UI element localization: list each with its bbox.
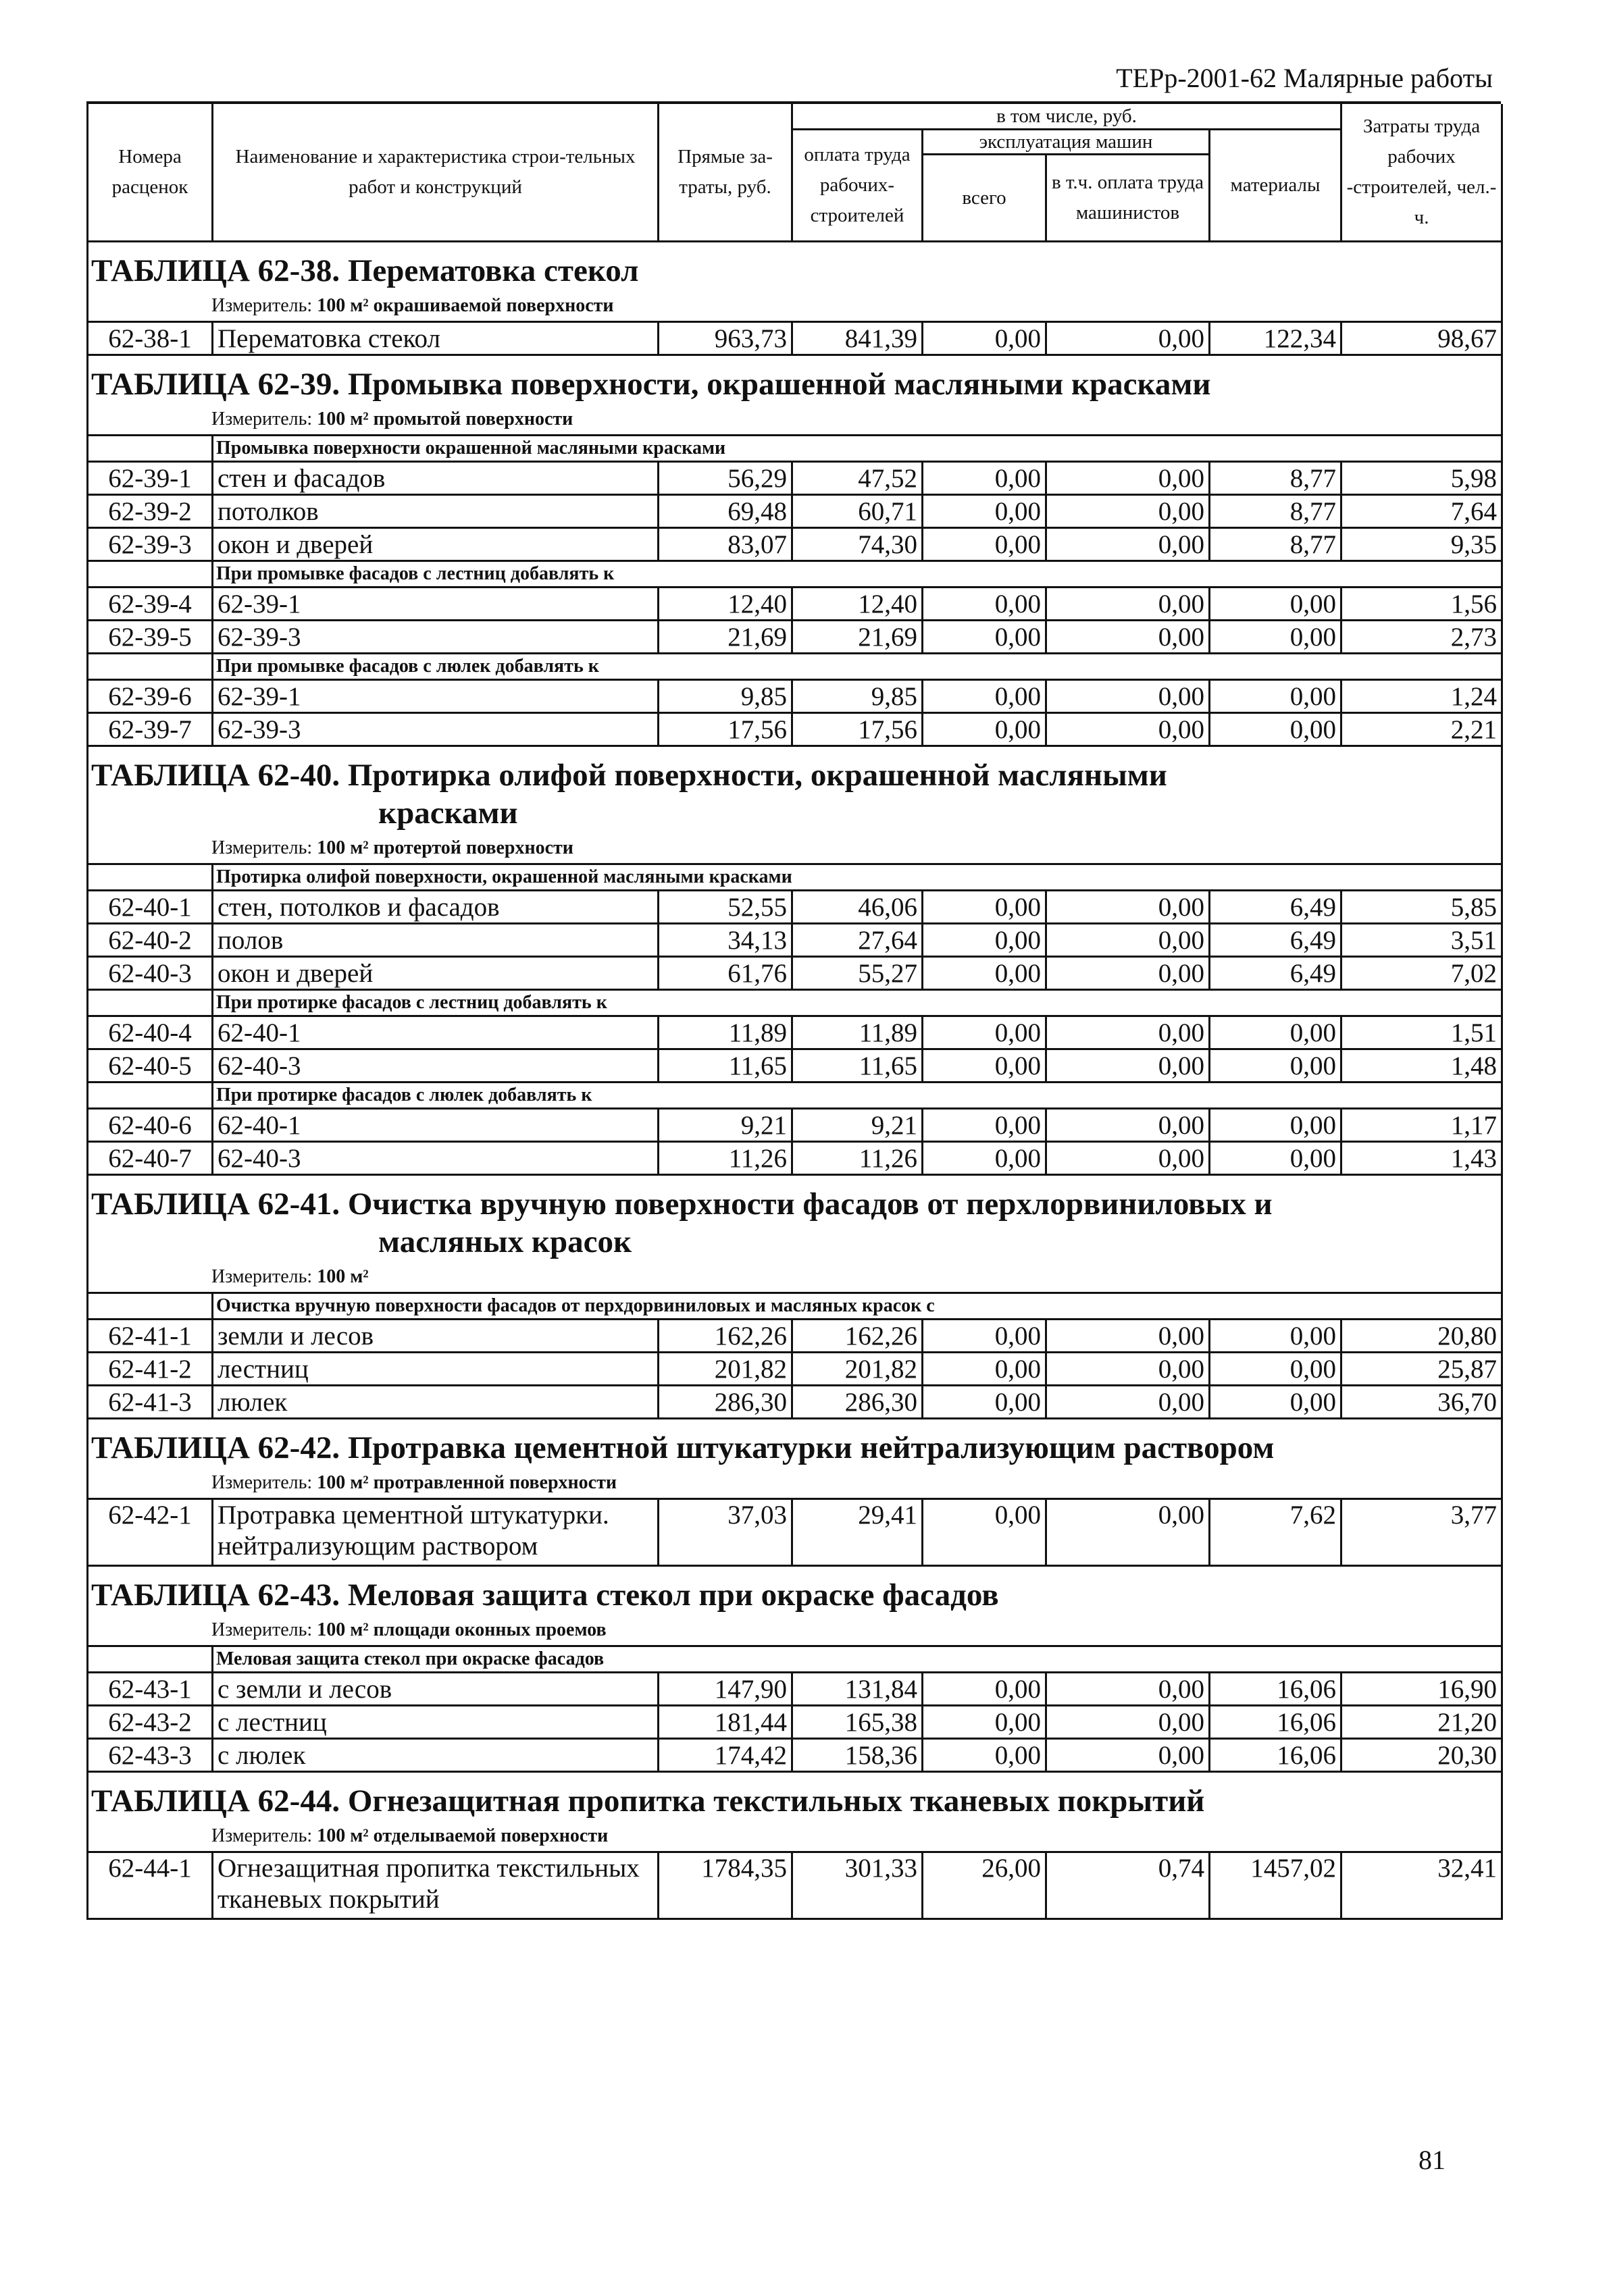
row-machines-wage: 0,00 — [1046, 1706, 1210, 1739]
row-wage: 12,40 — [792, 588, 923, 621]
table-section-title — [88, 355, 1502, 436]
row-labor: 98,67 — [1341, 322, 1502, 355]
table-row — [88, 322, 1502, 355]
section-title — [88, 1773, 1501, 1823]
row-direct: 963,73 — [659, 322, 792, 355]
row-direct: 83,07 — [659, 528, 792, 561]
section-unit — [88, 406, 1501, 434]
row-direct: 9,21 — [659, 1109, 792, 1142]
row-code: 62-39-7 — [88, 713, 213, 746]
row-name: стен и фасадов — [213, 462, 659, 495]
row-machines-total: 0,00 — [923, 1353, 1046, 1386]
header-machines-total: всего — [923, 155, 1046, 242]
row-name: 62-40-3 — [213, 1049, 659, 1082]
subheading-spacer — [88, 1646, 213, 1673]
row-code: 62-44-1 — [88, 1852, 213, 1919]
row-code: 62-40-4 — [88, 1016, 213, 1049]
subheading-spacer — [88, 436, 213, 462]
subheading-spacer — [88, 1293, 213, 1320]
section-title — [88, 1176, 1501, 1263]
row-wage: 11,89 — [792, 1016, 923, 1049]
row-machines-total: 0,00 — [923, 1386, 1046, 1419]
table-row — [88, 1109, 1502, 1142]
subheading-row — [88, 436, 1502, 462]
section-heading — [88, 1419, 1502, 1499]
row-direct: 162,26 — [659, 1320, 792, 1353]
row-machines-total: 0,00 — [923, 1320, 1046, 1353]
table-row — [88, 1673, 1502, 1706]
row-direct: 69,48 — [659, 495, 792, 528]
table-row — [88, 957, 1502, 990]
row-wage: 9,21 — [792, 1109, 923, 1142]
subheading-text: При протирке фасадов с люлек добавлять к — [213, 1082, 1502, 1109]
table-row — [88, 1852, 1502, 1919]
header-labor: Затраты труда рабочих -строителей, чел.-ч. — [1341, 104, 1502, 242]
row-machines-total: 0,00 — [923, 1049, 1046, 1082]
row-machines-total: 0,00 — [923, 322, 1046, 355]
row-machines-wage: 0,00 — [1046, 462, 1210, 495]
row-materials: 6,49 — [1210, 891, 1341, 924]
row-machines-wage: 0,00 — [1046, 1353, 1210, 1386]
subheading-text: Меловая защита стекол при окраске фасадов — [213, 1646, 1502, 1673]
section-heading — [88, 1175, 1502, 1293]
row-materials: 1457,02 — [1210, 1852, 1341, 1919]
section-title — [88, 242, 1501, 292]
row-name: Протравка цементной штукатурки. нейтрализующим раствором — [213, 1499, 659, 1566]
unit-label: Измеритель: — [211, 1472, 313, 1493]
row-name: 62-39-1 — [213, 588, 659, 621]
row-machines-total: 26,00 — [923, 1852, 1046, 1919]
row-materials: 0,00 — [1210, 1386, 1341, 1419]
table-row — [88, 1049, 1502, 1082]
row-machines-wage: 0,00 — [1046, 1499, 1210, 1566]
row-code: 62-39-3 — [88, 528, 213, 561]
row-direct: 37,03 — [659, 1499, 792, 1566]
section-title-continuation: масляных красок — [378, 1224, 632, 1259]
row-code: 62-39-1 — [88, 462, 213, 495]
table-row — [88, 1739, 1502, 1772]
table-row — [88, 1320, 1502, 1353]
row-code: 62-39-2 — [88, 495, 213, 528]
row-machines-wage: 0,00 — [1046, 588, 1210, 621]
row-labor: 21,20 — [1341, 1706, 1502, 1739]
rates-table — [86, 104, 1503, 1920]
row-machines-wage: 0,00 — [1046, 1673, 1210, 1706]
row-code: 62-40-7 — [88, 1142, 213, 1175]
row-direct: 52,55 — [659, 891, 792, 924]
row-direct: 11,89 — [659, 1016, 792, 1049]
section-title-text: ТАБЛИЦА 62-43. Меловая защита стекол при окраске фасадов — [91, 1577, 999, 1613]
section-title-continuation: красками — [378, 795, 518, 831]
row-materials: 122,34 — [1210, 322, 1341, 355]
row-materials: 8,77 — [1210, 495, 1341, 528]
row-machines-total: 0,00 — [923, 713, 1046, 746]
unit-label: Измеритель: — [211, 1266, 313, 1287]
subheading-text: Промывка поверхности окрашенной масляными красками — [213, 436, 1502, 462]
table-row — [88, 1706, 1502, 1739]
row-wage: 74,30 — [792, 528, 923, 561]
subheading-row — [88, 654, 1502, 680]
section-unit — [88, 1823, 1501, 1851]
section-title-text: ТАБЛИЦА 62-39. Промывка поверхности, окрашенной масляными красками — [91, 367, 1211, 402]
table-section-title — [88, 1772, 1502, 1852]
section-heading — [88, 1772, 1502, 1852]
table-row — [88, 621, 1502, 654]
row-direct: 21,69 — [659, 621, 792, 654]
row-name: 62-39-3 — [213, 621, 659, 654]
row-machines-total: 0,00 — [923, 1499, 1046, 1566]
unit-value: 100 м² площади оконных проемов — [317, 1619, 607, 1640]
row-direct: 286,30 — [659, 1386, 792, 1419]
row-wage: 158,36 — [792, 1739, 923, 1772]
row-materials: 0,00 — [1210, 1016, 1341, 1049]
table-row — [88, 680, 1502, 713]
row-name: с люлек — [213, 1739, 659, 1772]
row-direct: 1784,35 — [659, 1852, 792, 1919]
row-labor: 1,43 — [1341, 1142, 1502, 1175]
row-wage: 17,56 — [792, 713, 923, 746]
row-code: 62-43-2 — [88, 1706, 213, 1739]
row-name: 62-40-1 — [213, 1016, 659, 1049]
row-machines-wage: 0,00 — [1046, 713, 1210, 746]
row-materials: 0,00 — [1210, 588, 1341, 621]
row-wage: 201,82 — [792, 1353, 923, 1386]
row-code: 62-39-6 — [88, 680, 213, 713]
row-machines-total: 0,00 — [923, 462, 1046, 495]
running-head: ТЕРр-2001-62 Малярные работы — [1116, 63, 1493, 93]
unit-label: Измеритель: — [211, 295, 313, 316]
row-machines-wage: 0,74 — [1046, 1852, 1210, 1919]
row-wage: 11,65 — [792, 1049, 923, 1082]
header-incl: в том числе, руб. — [792, 104, 1341, 130]
table-row — [88, 713, 1502, 746]
section-title-text: ТАБЛИЦА 62-41. Очистка вручную поверхности фасадов от перхлорвиниловых и — [91, 1186, 1273, 1222]
row-name: потолков — [213, 495, 659, 528]
row-machines-wage: 0,00 — [1046, 528, 1210, 561]
row-machines-total: 0,00 — [923, 891, 1046, 924]
row-name: земли и лесов — [213, 1320, 659, 1353]
row-materials: 0,00 — [1210, 1353, 1341, 1386]
row-machines-total: 0,00 — [923, 1142, 1046, 1175]
row-code: 62-40-2 — [88, 924, 213, 957]
section-title — [88, 1419, 1501, 1469]
row-code: 62-41-2 — [88, 1353, 213, 1386]
row-direct: 12,40 — [659, 588, 792, 621]
row-materials: 8,77 — [1210, 528, 1341, 561]
row-code: 62-39-4 — [88, 588, 213, 621]
unit-label: Измеритель: — [211, 409, 313, 429]
section-heading — [88, 355, 1502, 436]
table-row — [88, 1386, 1502, 1419]
subheading-row — [88, 864, 1502, 891]
header-machines: эксплуатация машин — [923, 130, 1210, 155]
row-name: окон и дверей — [213, 528, 659, 561]
row-code: 62-40-6 — [88, 1109, 213, 1142]
row-materials: 16,06 — [1210, 1673, 1341, 1706]
subheading-text: Протирка олифой поверхности, окрашенной масляными красками — [213, 864, 1502, 891]
row-wage: 29,41 — [792, 1499, 923, 1566]
row-materials: 16,06 — [1210, 1739, 1341, 1772]
section-unit — [88, 1617, 1501, 1645]
row-name: Перематовка стекол — [213, 322, 659, 355]
subheading-row — [88, 1293, 1502, 1320]
row-labor: 20,80 — [1341, 1320, 1502, 1353]
table-row — [88, 495, 1502, 528]
row-machines-wage: 0,00 — [1046, 1739, 1210, 1772]
row-code: 62-41-3 — [88, 1386, 213, 1419]
row-machines-total: 0,00 — [923, 495, 1046, 528]
row-materials: 7,62 — [1210, 1499, 1341, 1566]
table-row — [88, 1353, 1502, 1386]
row-labor: 1,51 — [1341, 1016, 1502, 1049]
section-title — [88, 356, 1501, 406]
row-materials: 8,77 — [1210, 462, 1341, 495]
row-wage: 9,85 — [792, 680, 923, 713]
row-labor: 36,70 — [1341, 1386, 1502, 1419]
section-title — [88, 747, 1501, 835]
section-unit — [88, 835, 1501, 863]
table-row — [88, 1499, 1502, 1566]
table-row — [88, 1142, 1502, 1175]
row-direct: 56,29 — [659, 462, 792, 495]
row-labor: 25,87 — [1341, 1353, 1502, 1386]
row-code: 62-41-1 — [88, 1320, 213, 1353]
row-name: с земли и лесов — [213, 1673, 659, 1706]
row-labor: 5,85 — [1341, 891, 1502, 924]
row-labor: 20,30 — [1341, 1739, 1502, 1772]
section-heading — [88, 242, 1502, 322]
unit-value: 100 м² протравленной поверхности — [317, 1472, 617, 1493]
row-name: лестниц — [213, 1353, 659, 1386]
section-unit — [88, 292, 1501, 321]
row-name: полов — [213, 924, 659, 957]
row-wage: 841,39 — [792, 322, 923, 355]
table-row — [88, 462, 1502, 495]
row-materials: 0,00 — [1210, 1109, 1341, 1142]
row-code: 62-39-5 — [88, 621, 213, 654]
column-header-row — [88, 104, 1502, 130]
row-machines-wage: 0,00 — [1046, 322, 1210, 355]
row-machines-wage: 0,00 — [1046, 621, 1210, 654]
row-code: 62-40-1 — [88, 891, 213, 924]
row-machines-total: 0,00 — [923, 957, 1046, 990]
table-section-title — [88, 746, 1502, 864]
section-title-text: ТАБЛИЦА 62-42. Протравка цементной штукатурки нейтрализующим раствором — [91, 1430, 1275, 1465]
row-name: 62-40-3 — [213, 1142, 659, 1175]
row-code: 62-38-1 — [88, 322, 213, 355]
row-wage: 47,52 — [792, 462, 923, 495]
row-labor: 1,24 — [1341, 680, 1502, 713]
row-labor: 2,73 — [1341, 621, 1502, 654]
unit-value: 100 м² протертой поверхности — [317, 837, 573, 858]
subheading-spacer — [88, 1082, 213, 1109]
unit-value: 100 м² промытой поверхности — [317, 409, 573, 429]
row-machines-total: 0,00 — [923, 528, 1046, 561]
row-name: 62-39-1 — [213, 680, 659, 713]
row-code: 62-42-1 — [88, 1499, 213, 1566]
row-machines-wage: 0,00 — [1046, 1386, 1210, 1419]
row-machines-wage: 0,00 — [1046, 1016, 1210, 1049]
row-machines-wage: 0,00 — [1046, 957, 1210, 990]
table-row — [88, 588, 1502, 621]
row-machines-wage: 0,00 — [1046, 1109, 1210, 1142]
row-machines-wage: 0,00 — [1046, 680, 1210, 713]
row-labor: 5,98 — [1341, 462, 1502, 495]
row-materials: 0,00 — [1210, 1320, 1341, 1353]
table-section-title — [88, 242, 1502, 322]
row-direct: 17,56 — [659, 713, 792, 746]
subheading-text: При промывке фасадов с лестниц добавлять к — [213, 561, 1502, 588]
row-machines-total: 0,00 — [923, 1739, 1046, 1772]
row-wage: 60,71 — [792, 495, 923, 528]
row-machines-total: 0,00 — [923, 621, 1046, 654]
row-direct: 174,42 — [659, 1739, 792, 1772]
row-machines-total: 0,00 — [923, 1706, 1046, 1739]
row-labor: 32,41 — [1341, 1852, 1502, 1919]
unit-value: 100 м² отделываемой поверхности — [317, 1825, 609, 1846]
document-frame — [86, 101, 1501, 1920]
unit-value: 100 м² окрашиваемой поверхности — [317, 295, 614, 316]
subheading-row — [88, 1646, 1502, 1673]
table-row — [88, 1016, 1502, 1049]
subheading-text: При промывке фасадов с люлек добавлять к — [213, 654, 1502, 680]
row-machines-total: 0,00 — [923, 1016, 1046, 1049]
section-heading — [88, 746, 1502, 864]
row-labor: 16,90 — [1341, 1673, 1502, 1706]
section-title-text: ТАБЛИЦА 62-40. Протирка олифой поверхности, окрашенной масляными — [91, 758, 1167, 793]
row-code: 62-43-3 — [88, 1739, 213, 1772]
header-materials: материалы — [1210, 130, 1341, 242]
section-heading — [88, 1566, 1502, 1646]
row-direct: 34,13 — [659, 924, 792, 957]
row-labor: 9,35 — [1341, 528, 1502, 561]
row-name: с лестниц — [213, 1706, 659, 1739]
row-direct: 11,65 — [659, 1049, 792, 1082]
header-name: Наименование и характеристика строи-тельных работ и конструкций — [213, 104, 659, 242]
row-name: окон и дверей — [213, 957, 659, 990]
row-labor: 1,56 — [1341, 588, 1502, 621]
row-materials: 16,06 — [1210, 1706, 1341, 1739]
subheading-spacer — [88, 864, 213, 891]
unit-label: Измеритель: — [211, 1619, 313, 1640]
section-title — [88, 1567, 1501, 1617]
table-section-title — [88, 1419, 1502, 1499]
row-wage: 301,33 — [792, 1852, 923, 1919]
row-name: Огнезащитная пропитка текстильных тканевых покрытий — [213, 1852, 659, 1919]
page-number: 81 — [1418, 2145, 1446, 2175]
row-machines-total: 0,00 — [923, 1109, 1046, 1142]
row-name: люлек — [213, 1386, 659, 1419]
header-machines-wage: в т.ч. оплата труда машинистов — [1046, 155, 1210, 242]
header-direct: Прямые за-траты, руб. — [659, 104, 792, 242]
row-labor: 3,77 — [1341, 1499, 1502, 1566]
row-machines-wage: 0,00 — [1046, 1320, 1210, 1353]
row-machines-wage: 0,00 — [1046, 1049, 1210, 1082]
unit-label: Измеритель: — [211, 1825, 313, 1846]
table-row — [88, 924, 1502, 957]
row-machines-total: 0,00 — [923, 1673, 1046, 1706]
table-row — [88, 891, 1502, 924]
row-labor: 2,21 — [1341, 713, 1502, 746]
row-materials: 6,49 — [1210, 957, 1341, 990]
section-title-text: ТАБЛИЦА 62-44. Огнезащитная пропитка текстильных тканевых покрытий — [91, 1783, 1205, 1819]
row-wage: 165,38 — [792, 1706, 923, 1739]
subheading-text: При протирке фасадов с лестниц добавлять к — [213, 990, 1502, 1016]
section-unit — [88, 1263, 1501, 1292]
row-direct: 147,90 — [659, 1673, 792, 1706]
row-machines-wage: 0,00 — [1046, 1142, 1210, 1175]
row-name: стен, потолков и фасадов — [213, 891, 659, 924]
row-materials: 6,49 — [1210, 924, 1341, 957]
section-unit — [88, 1469, 1501, 1498]
table-row — [88, 528, 1502, 561]
subheading-spacer — [88, 654, 213, 680]
header-code: Номера расценок — [88, 104, 213, 242]
row-wage: 11,26 — [792, 1142, 923, 1175]
row-code: 62-40-3 — [88, 957, 213, 990]
row-machines-total: 0,00 — [923, 924, 1046, 957]
row-machines-wage: 0,00 — [1046, 495, 1210, 528]
row-direct: 9,85 — [659, 680, 792, 713]
row-wage: 27,64 — [792, 924, 923, 957]
table-section-title — [88, 1566, 1502, 1646]
row-labor: 1,48 — [1341, 1049, 1502, 1082]
row-direct: 181,44 — [659, 1706, 792, 1739]
row-direct: 61,76 — [659, 957, 792, 990]
subheading-row — [88, 561, 1502, 588]
row-materials: 0,00 — [1210, 1142, 1341, 1175]
subheading-row — [88, 1082, 1502, 1109]
row-direct: 11,26 — [659, 1142, 792, 1175]
section-title-text: ТАБЛИЦА 62-38. Перематовка стекол — [91, 253, 639, 288]
row-name: 62-40-1 — [213, 1109, 659, 1142]
row-name: 62-39-3 — [213, 713, 659, 746]
unit-value: 100 м² — [317, 1266, 369, 1287]
row-materials: 0,00 — [1210, 1049, 1341, 1082]
row-labor: 3,51 — [1341, 924, 1502, 957]
row-wage: 46,06 — [792, 891, 923, 924]
row-machines-wage: 0,00 — [1046, 891, 1210, 924]
row-code: 62-40-5 — [88, 1049, 213, 1082]
row-wage: 21,69 — [792, 621, 923, 654]
row-labor: 7,64 — [1341, 495, 1502, 528]
row-wage: 286,30 — [792, 1386, 923, 1419]
row-materials: 0,00 — [1210, 680, 1341, 713]
table-section-title — [88, 1175, 1502, 1293]
subheading-spacer — [88, 990, 213, 1016]
header-wage: оплата труда рабочих-строителей — [792, 130, 923, 242]
row-machines-total: 0,00 — [923, 588, 1046, 621]
row-materials: 0,00 — [1210, 621, 1341, 654]
row-machines-total: 0,00 — [923, 680, 1046, 713]
row-machines-wage: 0,00 — [1046, 924, 1210, 957]
row-materials: 0,00 — [1210, 713, 1341, 746]
row-code: 62-43-1 — [88, 1673, 213, 1706]
subheading-text: Очистка вручную поверхности фасадов от перхдорвиниловых и масляных красок с — [213, 1293, 1502, 1320]
subheading-spacer — [88, 561, 213, 588]
row-labor: 7,02 — [1341, 957, 1502, 990]
unit-label: Измеритель: — [211, 837, 313, 858]
row-wage: 131,84 — [792, 1673, 923, 1706]
subheading-row — [88, 990, 1502, 1016]
row-wage: 162,26 — [792, 1320, 923, 1353]
row-wage: 55,27 — [792, 957, 923, 990]
row-labor: 1,17 — [1341, 1109, 1502, 1142]
row-direct: 201,82 — [659, 1353, 792, 1386]
